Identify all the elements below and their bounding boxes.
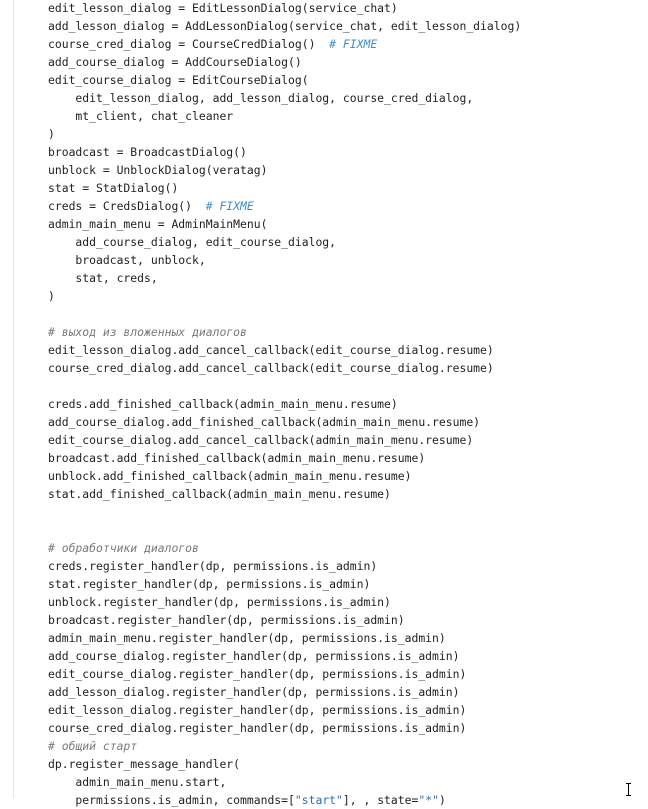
fixme-comment: # FIXME: [205, 199, 254, 213]
code-line: edit_lesson_dialog.register_handler(dp, permissions.is_admin): [48, 703, 467, 717]
code-line: ): [48, 127, 55, 141]
code-line: edit_lesson_dialog, add_lesson_dialog, course_cred_dialog,: [48, 91, 474, 105]
code-line: edit_course_dialog.add_cancel_callback(admin_main_menu.resume): [48, 433, 474, 447]
code-line: creds.register_handler(dp, permissions.is_admin): [48, 559, 378, 573]
code-line: broadcast.add_finished_callback(admin_main_menu.resume): [48, 451, 426, 465]
code-line: edit_lesson_dialog = EditLessonDialog(service_chat): [48, 1, 398, 15]
code-line: stat.add_finished_callback(admin_main_menu.resume): [48, 487, 391, 501]
code-line: broadcast, unblock,: [48, 253, 206, 267]
string-literal: "start": [294, 793, 343, 807]
code-line: dp.register_message_handler(: [48, 757, 241, 771]
fixme-comment: # FIXME: [329, 37, 378, 51]
gutter-divider: [13, 0, 14, 798]
code-line: course_cred_dialog = CourseCredDialog() # FIXME: [48, 37, 378, 51]
code-line: add_course_dialog = AddCourseDialog(): [48, 55, 302, 69]
code-line: creds = CredsDialog() # FIXME: [48, 199, 254, 213]
code-line: stat.register_handler(dp, permissions.is_admin): [48, 577, 371, 591]
code-line: permissions.is_admin, commands=["start"], , state="*"): [48, 793, 446, 807]
code-line: admin_main_menu.register_handler(dp, permissions.is_admin): [48, 631, 446, 645]
code-line: [48, 503, 521, 521]
code-line: add_lesson_dialog.register_handler(dp, permissions.is_admin): [48, 685, 460, 699]
code-line: [48, 305, 521, 323]
code-line: mt_client, chat_cleaner: [48, 109, 234, 123]
code-line: stat = StatDialog(): [48, 181, 179, 195]
string-literal: "*": [418, 793, 439, 807]
code-line: unblock.add_finished_callback(admin_main_menu.resume): [48, 469, 412, 483]
code-line: edit_course_dialog = EditCourseDialog(: [48, 73, 309, 87]
code-line: creds.add_finished_callback(admin_main_menu.resume): [48, 397, 398, 411]
code-line: broadcast.register_handler(dp, permissions.is_admin): [48, 613, 405, 627]
code-line: [48, 377, 521, 395]
code-line: admin_main_menu.start,: [48, 775, 227, 789]
code-comment: # общий старт: [48, 739, 138, 753]
code-line: course_cred_dialog.add_cancel_callback(edit_course_dialog.resume): [48, 361, 494, 375]
text-cursor-icon: [626, 783, 631, 797]
code-line: add_course_dialog.register_handler(dp, permissions.is_admin): [48, 649, 460, 663]
code-block[interactable]: [48, 0, 521, 809]
code-line: broadcast = BroadcastDialog(): [48, 145, 247, 159]
code-line: add_course_dialog.add_finished_callback(admin_main_menu.resume): [48, 415, 481, 429]
code-comment: # обработчики диалогов: [48, 541, 199, 555]
code-line: add_lesson_dialog = AddLessonDialog(service_chat, edit_lesson_dialog): [48, 19, 522, 33]
code-line: stat, creds,: [48, 271, 158, 285]
code-line: unblock = UnblockDialog(veratag): [48, 163, 268, 177]
code-line: admin_main_menu = AdminMainMenu(: [48, 217, 268, 231]
code-line: [48, 521, 521, 539]
code-line: unblock.register_handler(dp, permissions.is_admin): [48, 595, 391, 609]
code-line: ): [48, 289, 55, 303]
code-line: edit_lesson_dialog.add_cancel_callback(edit_course_dialog.resume): [48, 343, 494, 357]
code-comment: # выход из вложенных диалогов: [48, 325, 247, 339]
code-line: course_cred_dialog.register_handler(dp, permissions.is_admin): [48, 721, 467, 735]
code-line: add_course_dialog, edit_course_dialog,: [48, 235, 337, 249]
code-line: edit_course_dialog.register_handler(dp, permissions.is_admin): [48, 667, 467, 681]
